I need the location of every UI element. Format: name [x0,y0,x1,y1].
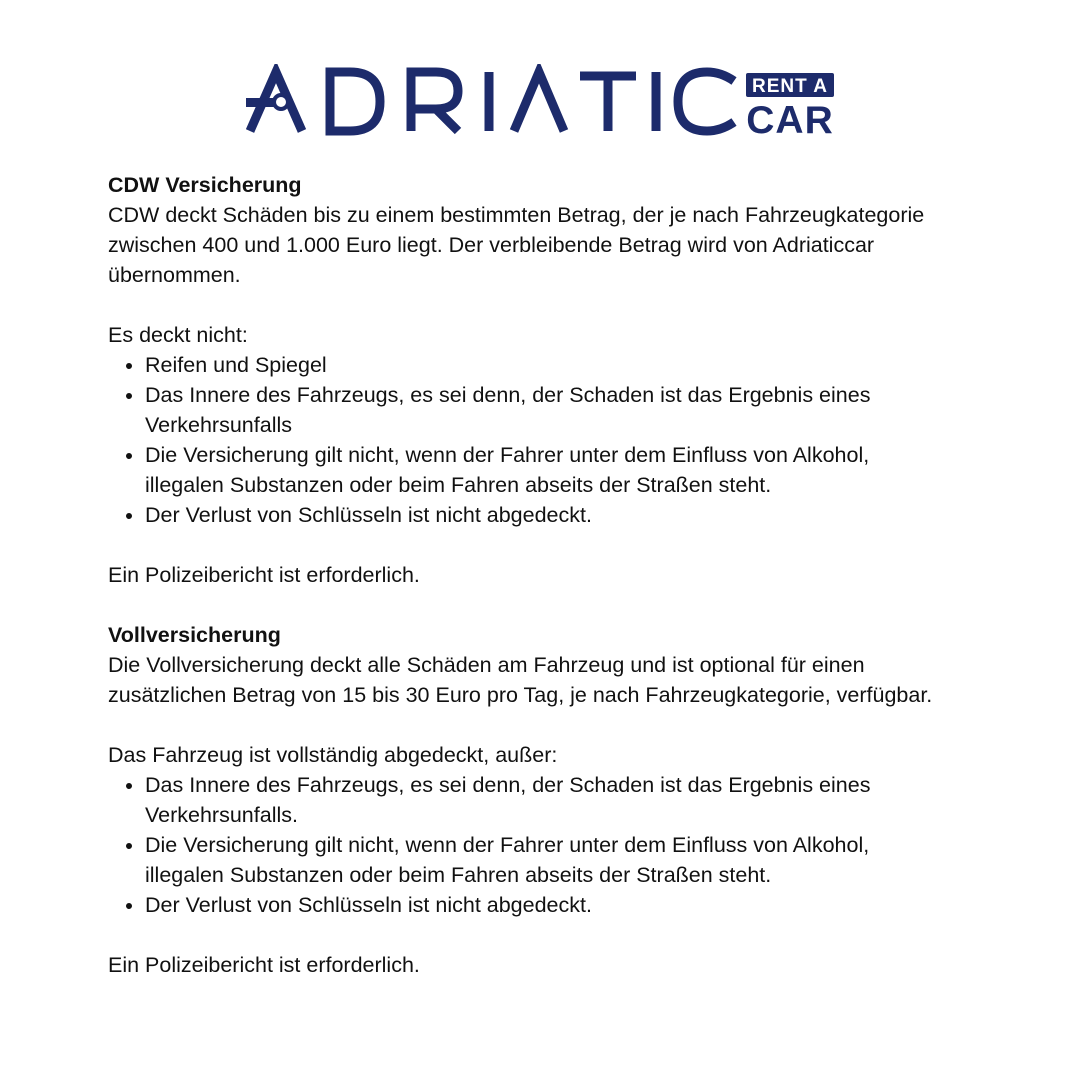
list-intro: Es deckt nicht: [108,323,248,347]
wordmark-text: ADRIATIC [246,64,251,65]
exclusion-list [108,350,948,530]
section-heading: CDW Versicherung [108,173,302,197]
spacer [108,290,948,320]
list-item: • Die Versicherung gilt nicht, wenn der Fahrer unter dem Einfluss von Alkohol, illegalen Substanzen oder beim Fahren abseits der Straßen steht. [145,830,948,890]
section-cdw [108,170,948,590]
list-item: • Das Innere des Fahrzeugs, es sei denn, der Schaden ist das Ergebnis eines Verkehrsunfalls. [145,770,948,830]
section-vollversicherung [108,620,948,980]
spacer [108,710,948,740]
list-item: • Der Verlust von Schlüsseln ist nicht abgedeckt. [145,890,948,920]
badge-bottom-text: CAR [746,99,834,140]
adriatic-logo-graphic [246,64,836,140]
section-heading: Vollversicherung [108,623,281,647]
logo-letter-r [411,72,458,131]
list-intro: Das Fahrzeug ist vollständig abgedeckt, außer: [108,743,558,767]
exclusion-list [108,770,948,920]
badge-top-text: RENT A [751,76,829,97]
section-intro: CDW deckt Schäden bis zu einem bestimmten Betrag, der je nach Fahrzeugkategorie zwischen 400 und 1.000 Euro liegt. Der verbleibende Betrag wird von Adriaticcar übernommen. [108,203,925,287]
spacer [108,590,948,620]
section-note: Ein Polizeibericht ist erforderlich. [108,563,420,587]
list-item: • Das Innere des Fahrzeugs, es sei denn, der Schaden ist das Ergebnis eines Verkehrsunfalls [145,380,948,440]
document-body [108,170,948,980]
logo-letter-a2 [514,72,564,131]
wordmark-letters [250,72,734,131]
wheel-icon [274,95,288,109]
brand-logo [246,64,836,140]
logo-letter-t [580,76,636,131]
section-intro: Die Vollversicherung deckt alle Schäden am Fahrzeug und ist optional für einen zusätzlichen Betrag von 15 bis 30 Euro pro Tag, je nach Fahrzeugkategorie, verfügbar. [108,653,933,707]
logo-letter-c [678,72,734,131]
spacer [108,920,948,950]
logo-a-crossbar [246,98,274,107]
section-note: Ein Polizeibericht ist erforderlich. [108,953,420,977]
list-item: • Reifen und Spiegel [145,350,948,380]
logo-letter-d [330,72,380,131]
spacer [108,530,948,560]
list-item: • Die Versicherung gilt nicht, wenn der Fahrer unter dem Einfluss von Alkohol, illegalen Substanzen oder beim Fahren abseits der Straßen steht. [145,440,948,500]
list-item: • Der Verlust von Schlüsseln ist nicht abgedeckt. [145,500,948,530]
